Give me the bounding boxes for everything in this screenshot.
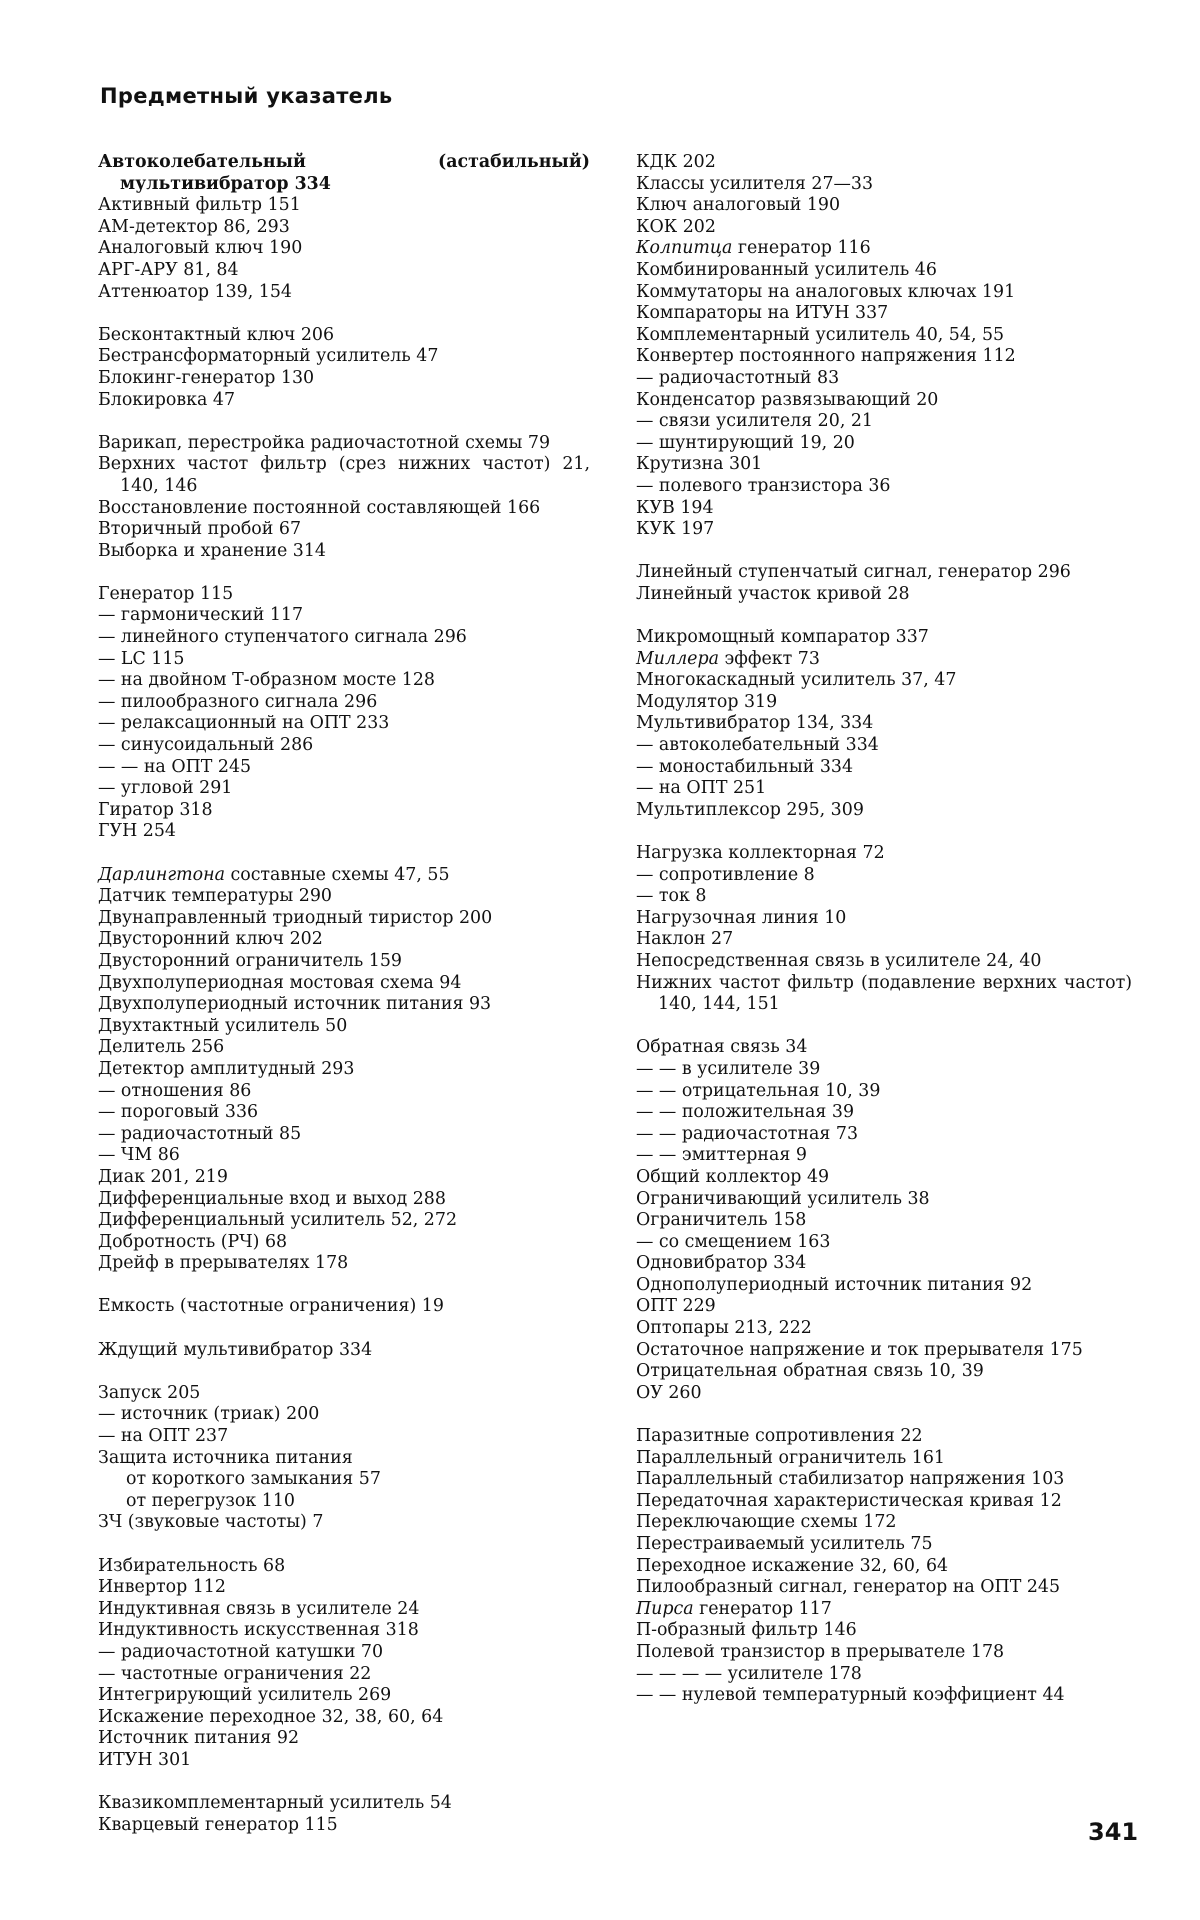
index-entry: Двухтактный усилитель 50 bbox=[98, 1015, 348, 1036]
index-entry: — пилообразного сигнала 296 bbox=[98, 691, 378, 712]
index-entry: Конденсатор развязывающий 20 bbox=[636, 389, 939, 410]
index-entry: — релаксационный на ОПТ 233 bbox=[98, 713, 390, 734]
index-entry: — сопротивление 8 bbox=[636, 864, 815, 885]
index-entry: Инвертор 112 bbox=[98, 1577, 226, 1598]
index-entry: Микромощный компаратор 337 bbox=[636, 627, 929, 648]
index-entry: Непосредственная связь в усилителе 24, 40 bbox=[636, 950, 1042, 971]
index-entry: от перегрузок 110 bbox=[126, 1490, 295, 1511]
index-entry: Пирса генератор 117 bbox=[636, 1598, 832, 1619]
index-entry: Гиратор 318 bbox=[98, 799, 213, 820]
index-entry: Отрицательная обратная связь 10, 39 bbox=[636, 1361, 984, 1382]
index-entry: Общий коллектор 49 bbox=[636, 1166, 830, 1187]
index-entry: Верхних частот фильтр (срез нижних частот) 21, 140, 146 bbox=[98, 454, 590, 496]
index-entry: Бестрансформаторный усилитель 47 bbox=[98, 346, 439, 367]
index-spacer bbox=[98, 1361, 590, 1383]
index-entry: Дрейф в прерывателях 178 bbox=[98, 1253, 349, 1274]
index-entry: Делитель 256 bbox=[98, 1037, 225, 1058]
index-entry: — на ОПТ 251 bbox=[636, 778, 767, 799]
index-entry: Датчик температуры 290 bbox=[98, 886, 332, 907]
index-entry: Двусторонний ключ 202 bbox=[98, 929, 323, 950]
index-entry: Защита источника питания bbox=[98, 1447, 353, 1468]
index-entry: — автоколебательный 334 bbox=[636, 735, 879, 756]
index-entry: Ключ аналоговый 190 bbox=[636, 195, 841, 216]
index-entry: Линейный участок кривой 28 bbox=[636, 583, 910, 604]
index-entry: Блокинг-генератор 130 bbox=[98, 367, 315, 388]
index-entry: Оптопары 213, 222 bbox=[636, 1318, 812, 1339]
index-entry: Восстановление постоянной составляющей 166 bbox=[98, 497, 541, 518]
index-entry: — радиочастотный 85 bbox=[98, 1123, 302, 1144]
index-column-right bbox=[636, 152, 1132, 1707]
index-entry: Полевой транзистор в прерывателе 178 bbox=[636, 1641, 1005, 1662]
index-entry: Дифференциальные вход и выход 288 bbox=[98, 1188, 446, 1209]
index-entry: ИТУН 301 bbox=[98, 1749, 192, 1770]
index-entry: Параллельный стабилизатор напряжения 103 bbox=[636, 1469, 1065, 1490]
index-entry: — — эмиттерная 9 bbox=[636, 1145, 807, 1166]
index-entry: — частотные ограничения 22 bbox=[98, 1663, 372, 1684]
index-entry: Емкость (частотные ограничения) 19 bbox=[98, 1296, 444, 1317]
index-entry: Выборка и хранение 314 bbox=[98, 540, 326, 561]
index-entry: П-образный фильтр 146 bbox=[636, 1620, 857, 1641]
index-entry: от короткого замыкания 57 bbox=[126, 1469, 381, 1490]
index-entry-eponym: Миллера bbox=[636, 648, 719, 669]
index-entry: — LC 115 bbox=[98, 648, 185, 669]
index-entry: Паразитные сопротивления 22 bbox=[636, 1426, 923, 1447]
index-entry: Двунаправленный триодный тиристор 200 bbox=[98, 907, 493, 928]
index-entry: КДК 202 bbox=[636, 152, 716, 172]
index-entry-eponym: Пирса bbox=[636, 1598, 694, 1619]
index-entry: — полевого транзистора 36 bbox=[636, 475, 891, 496]
index-entry: Интегрирующий усилитель 269 bbox=[98, 1685, 392, 1706]
index-entry: Одновибратор 334 bbox=[636, 1253, 807, 1274]
index-entry: Линейный ступенчатый сигнал, генератор 296 bbox=[636, 562, 1071, 583]
index-entry: ОУ 260 bbox=[636, 1382, 702, 1403]
index-spacer bbox=[636, 541, 1132, 563]
index-entry: — пороговый 336 bbox=[98, 1102, 259, 1123]
index-entry: ЗЧ (звуковые частоты) 7 bbox=[98, 1512, 324, 1533]
index-spacer bbox=[98, 1534, 590, 1556]
index-spacer bbox=[98, 562, 590, 584]
index-entry: Мультивибратор 134, 334 bbox=[636, 713, 874, 734]
index-spacer bbox=[98, 411, 590, 433]
index-entry: Нижних частот фильтр (подавление верхних частот) 140, 144, 151 bbox=[636, 972, 1132, 1015]
index-entry: КУВ 194 bbox=[636, 497, 714, 518]
index-entry: — — — — усилителе 178 bbox=[636, 1663, 862, 1684]
index-entry: Двухполупериодный источник питания 93 bbox=[98, 994, 492, 1015]
index-entry: Вторичный пробой 67 bbox=[98, 519, 302, 540]
index-entry: — моностабильный 334 bbox=[636, 756, 854, 777]
index-entry: Остаточное напряжение и ток прерывателя 175 bbox=[636, 1339, 1083, 1360]
index-entry: Параллельный ограничитель 161 bbox=[636, 1447, 945, 1468]
index-entry: Переключающие схемы 172 bbox=[636, 1512, 897, 1533]
index-entry: — — на ОПТ 245 bbox=[98, 756, 252, 777]
index-entry: КУК 197 bbox=[636, 519, 715, 540]
index-entry: Модулятор 319 bbox=[636, 691, 778, 712]
index-entry: Кварцевый генератор 115 bbox=[98, 1814, 338, 1835]
index-entry: — на двойном Т-образном мосте 128 bbox=[98, 670, 435, 691]
index-entry: — — отрицательная 10, 39 bbox=[636, 1080, 881, 1101]
index-entry: Генератор 115 bbox=[98, 583, 234, 604]
index-entry: — — нулевой температурный коэффициент 44 bbox=[636, 1685, 1065, 1706]
index-entry: Комплементарный усилитель 40, 54, 55 bbox=[636, 324, 1005, 345]
index-entry: Аттенюатор 139, 154 bbox=[98, 281, 292, 302]
index-entry: — связи усилителя 20, 21 bbox=[636, 411, 873, 432]
index-entry: ГУН 254 bbox=[98, 821, 176, 842]
index-entry: — — положительная 39 bbox=[636, 1102, 855, 1123]
index-entry: Комбинированный усилитель 46 bbox=[636, 259, 937, 280]
index-entry: Запуск 205 bbox=[98, 1382, 201, 1403]
index-entry: Наклон 27 bbox=[636, 929, 734, 950]
index-entry: Однополупериодный источник питания 92 bbox=[636, 1274, 1033, 1295]
index-entry: Избирательность 68 bbox=[98, 1555, 286, 1576]
index-entry: — гармонический 117 bbox=[98, 605, 304, 626]
index-entry: Миллера эффект 73 bbox=[636, 648, 820, 669]
index-entry: — ЧМ 86 bbox=[98, 1145, 180, 1166]
page-heading: Предметный указатель bbox=[100, 84, 393, 108]
index-entry: Классы усилителя 27—33 bbox=[636, 173, 874, 194]
index-entry: — — в усилителе 39 bbox=[636, 1058, 821, 1079]
index-entry: Ограничитель 158 bbox=[636, 1210, 807, 1231]
index-entry: — на ОПТ 237 bbox=[98, 1426, 229, 1447]
index-entry: — угловой 291 bbox=[98, 778, 233, 799]
index-entry: Передаточная характеристическая кривая 12 bbox=[636, 1490, 1062, 1511]
index-entry: Мультиплексор 295, 309 bbox=[636, 799, 864, 820]
index-spacer bbox=[636, 821, 1132, 843]
index-entry: Искажение переходное 32, 38, 60, 64 bbox=[98, 1706, 444, 1727]
index-spacer bbox=[98, 1318, 590, 1340]
page-number: 341 bbox=[1088, 1818, 1139, 1846]
index-spacer bbox=[636, 605, 1132, 627]
index-entry: Варикап, перестройка радиочастотной схемы 79 bbox=[98, 432, 551, 453]
index-spacer bbox=[636, 1016, 1132, 1038]
index-entry: Нагрузка коллекторная 72 bbox=[636, 843, 885, 863]
index-entry: Диак 201, 219 bbox=[98, 1166, 228, 1187]
index-entry: Пилообразный сигнал, генератор на ОПТ 245 bbox=[636, 1577, 1061, 1598]
index-entry: Дифференциальный усилитель 52, 272 bbox=[98, 1210, 458, 1231]
index-entry: Индуктивная связь в усилителе 24 bbox=[98, 1598, 420, 1619]
index-entry: Нагрузочная линия 10 bbox=[636, 907, 847, 928]
index-entry: КОК 202 bbox=[636, 216, 716, 237]
index-entry: — радиочастотный 83 bbox=[636, 367, 840, 388]
index-entry: — линейного ступенчатого сигнала 296 bbox=[98, 627, 467, 648]
index-spacer bbox=[98, 303, 590, 325]
index-entry: — источник (триак) 200 bbox=[98, 1404, 320, 1425]
index-entry: Крутизна 301 bbox=[636, 454, 763, 475]
index-entry-eponym: Дарлингтона bbox=[98, 864, 225, 885]
index-entry: — ток 8 bbox=[636, 886, 707, 907]
index-entry: Двухполупериодная мостовая схема 94 bbox=[98, 972, 462, 993]
index-entry: Перестраиваемый усилитель 75 bbox=[636, 1534, 933, 1554]
index-spacer bbox=[636, 1404, 1132, 1426]
index-entry: Квазикомплементарный усилитель 54 bbox=[98, 1793, 452, 1814]
index-entry: Многокаскадный усилитель 37, 47 bbox=[636, 670, 957, 691]
index-entry: Обратная связь 34 bbox=[636, 1037, 808, 1058]
index-entry: — шунтирующий 19, 20 bbox=[636, 432, 855, 453]
index-entry: Дарлингтона составные схемы 47, 55 bbox=[98, 864, 450, 885]
index-spacer bbox=[98, 1275, 590, 1297]
index-entry: Детектор амплитудный 293 bbox=[98, 1058, 355, 1079]
index-entry: — со смещением 163 bbox=[636, 1231, 831, 1252]
index-entry: Добротность (РЧ) 68 bbox=[98, 1231, 288, 1252]
index-entry: Ждущий мультивибратор 334 bbox=[98, 1339, 373, 1360]
index-spacer bbox=[98, 1772, 590, 1794]
index-entry: Блокировка 47 bbox=[98, 389, 236, 410]
index-entry: — синусоидальный 286 bbox=[98, 735, 314, 756]
index-spacer bbox=[98, 843, 590, 865]
index-entry: Ограничивающий усилитель 38 bbox=[636, 1188, 930, 1209]
index-entry: — радиочастотной катушки 70 bbox=[98, 1641, 384, 1662]
index-entry: Колпитца генератор 116 bbox=[636, 238, 871, 259]
index-entry: Компараторы на ИТУН 337 bbox=[636, 303, 889, 324]
index-entry: Индуктивность искусственная 318 bbox=[98, 1620, 419, 1641]
index-entry: — — радиочастотная 73 bbox=[636, 1123, 859, 1144]
index-entry: Аналоговый ключ 190 bbox=[98, 238, 303, 259]
index-entry: Источник питания 92 bbox=[98, 1728, 300, 1749]
index-entry: ОПТ 229 bbox=[636, 1296, 716, 1317]
index-entry: Автоколебательный (астабильный) мультивибратор 334 bbox=[98, 152, 590, 194]
index-entry: Коммутаторы на аналоговых ключах 191 bbox=[636, 281, 1016, 302]
index-entry: Двусторонний ограничитель 159 bbox=[98, 950, 402, 971]
index-entry: Конвертер постоянного напряжения 112 bbox=[636, 346, 1016, 367]
index-entry: — отношения 86 bbox=[98, 1080, 252, 1101]
index-entry: Бесконтактный ключ 206 bbox=[98, 324, 335, 345]
index-entry-eponym: Колпитца bbox=[636, 238, 733, 259]
index-column-left bbox=[98, 152, 590, 1836]
index-entry: АМ-детектор 86, 293 bbox=[98, 216, 290, 237]
index-entry: Переходное искажение 32, 60, 64 bbox=[636, 1555, 949, 1576]
index-entry: Активный фильтр 151 bbox=[98, 195, 301, 216]
index-entry: АРГ-АРУ 81, 84 bbox=[98, 259, 239, 280]
